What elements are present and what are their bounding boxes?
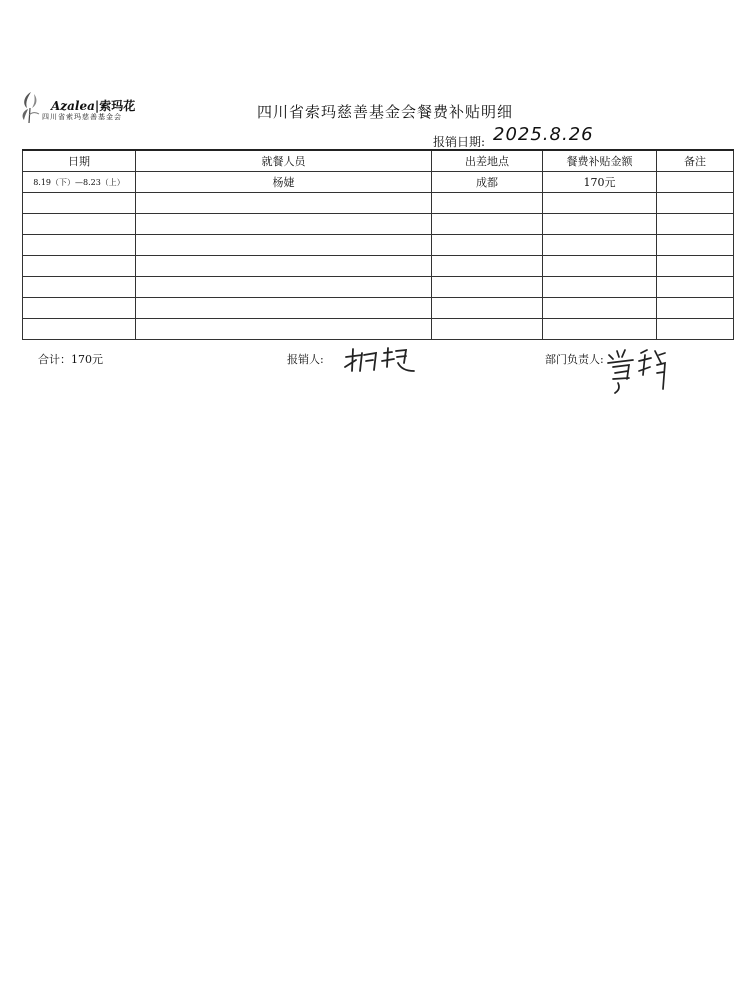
cell-remarks (657, 214, 734, 235)
logo-subtitle: 四川省索玛慈善基金会 (42, 113, 122, 121)
cell-location (432, 193, 543, 214)
cell-diner (136, 298, 432, 319)
cell-remarks (657, 319, 734, 340)
cell-amount (543, 277, 657, 298)
cell-location (432, 319, 543, 340)
manager-signature (603, 345, 673, 397)
cell-remarks (657, 298, 734, 319)
cell-amount (543, 319, 657, 340)
table-row (23, 319, 734, 340)
table-row (23, 277, 734, 298)
cell-remarks (657, 256, 734, 277)
header-date: 日期 (23, 150, 136, 172)
header-location: 出差地点 (432, 150, 543, 172)
logo-brand-name: Azalea|索玛花 (51, 99, 136, 113)
header-amount: 餐费补贴金额 (543, 150, 657, 172)
document-title: 四川省索玛慈善基金会餐费补贴明细 (256, 103, 513, 121)
cell-amount (543, 235, 657, 256)
cell-date (23, 256, 136, 277)
cell-location: 成都 (432, 172, 543, 193)
cell-diner: 杨婕 (136, 172, 432, 193)
reimbursement-date (433, 124, 594, 150)
manager-label: 部门负责人: (545, 353, 604, 366)
cell-amount (543, 256, 657, 277)
cell-remarks (657, 193, 734, 214)
total-amount: 合计：170元 (38, 353, 103, 366)
table-row (23, 256, 734, 277)
table-row (23, 193, 734, 214)
table-row (23, 298, 734, 319)
cell-date (23, 319, 136, 340)
header-remarks: 备注 (657, 150, 734, 172)
cell-diner (136, 235, 432, 256)
date-label: 报销日期: (433, 135, 486, 149)
cell-date (23, 235, 136, 256)
cell-location (432, 235, 543, 256)
cell-date (23, 214, 136, 235)
cell-date (23, 298, 136, 319)
cell-diner (136, 277, 432, 298)
reporter-label: 报销人: (287, 353, 324, 366)
cell-amount (543, 193, 657, 214)
meal-subsidy-table (22, 149, 734, 340)
cell-diner (136, 214, 432, 235)
cell-remarks (657, 235, 734, 256)
reporter-signature (340, 343, 420, 377)
cell-date (23, 277, 136, 298)
cell-amount (543, 214, 657, 235)
cell-remarks (657, 172, 734, 193)
table-row (23, 235, 734, 256)
cell-location (432, 277, 543, 298)
cell-remarks (657, 277, 734, 298)
header-diner: 就餐人员 (136, 150, 432, 172)
table-row (23, 214, 734, 235)
cell-amount (543, 298, 657, 319)
cell-amount: 170元 (543, 172, 657, 193)
cell-date: 8.19（下）—8.23（上） (23, 172, 136, 193)
table-row (23, 172, 734, 193)
cell-diner (136, 256, 432, 277)
cell-diner (136, 319, 432, 340)
cell-location (432, 214, 543, 235)
cell-date (23, 193, 136, 214)
date-value-handwritten: 2025.8.26 (493, 124, 594, 145)
cell-location (432, 256, 543, 277)
cell-diner (136, 193, 432, 214)
cell-location (432, 298, 543, 319)
